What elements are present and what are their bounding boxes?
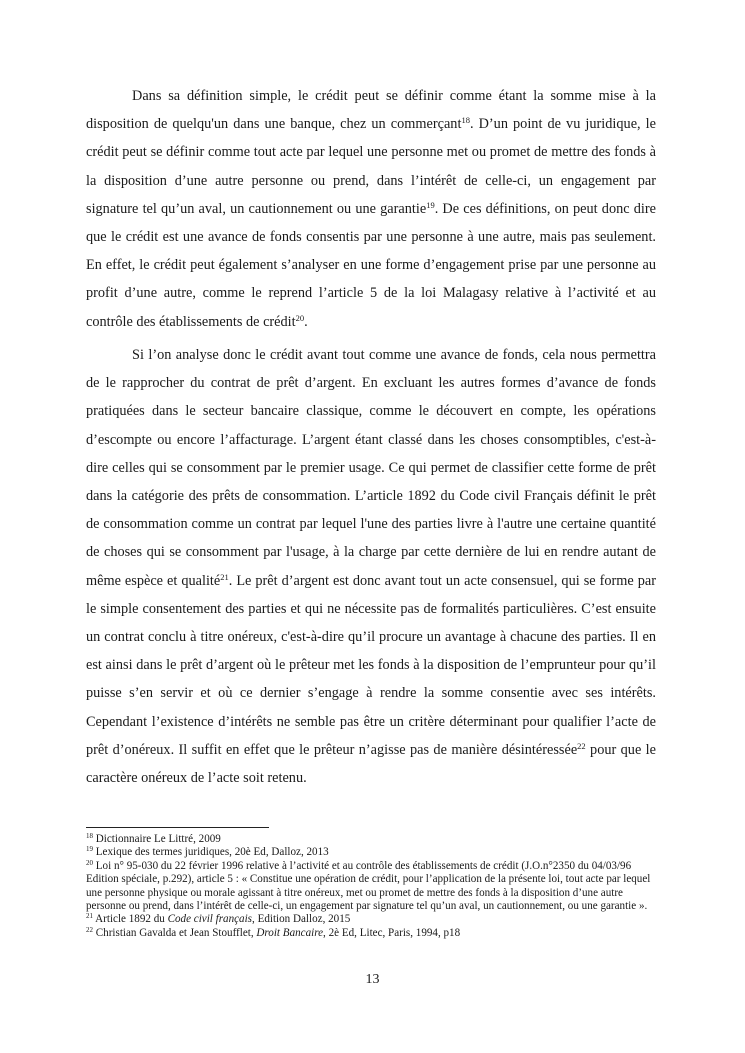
paragraph-text: . De ces définitions, on peut donc dire que le crédit est une avance de fonds consentis par une personne à une autre, mais pas seulement. En effet, le crédit peut également s’analyser en une forme d’engagement prise par une personne au profit d’une autre, comme le reprend l’article 5 de la loi Malagasy relative à l’activité et au contrôle des établissements de crédit xyxy=(86,200,656,330)
paragraph-text: pour que le caractère onéreux de l’acte soit retenu. xyxy=(86,741,656,787)
footnote-text: Christian Gavalda et Jean Stoufflet, xyxy=(93,926,257,939)
footnote-text: Loi n° 95-030 du 22 février 1996 relative à l’activité et au contrôle des établissements de crédit (J.O.n°2350 du 04/03/96 Edition spéciale, p.292), article 5 : « Constitue une opération de crédit, pour l’application de la présente loi, tout acte par lequel une personne physique ou morale agissant à titre onéreux, met ou promet de mettre des fonds à la disposition d’une autre personne ou prend, dans l’intérêt de celle-ci, un engagement par signature tel qu’un aval, un cautionnement, ou une garantie ». xyxy=(86,859,651,913)
footnote-text: Article 1892 du xyxy=(93,913,168,926)
footnote-text: , 2è Ed, Litec, Paris, 1994, p18 xyxy=(323,926,461,939)
footnote-ref-18[interactable]: 18 xyxy=(461,115,470,126)
footnote-title: Droit Bancaire xyxy=(256,926,324,939)
footnote-21 xyxy=(86,913,656,926)
footnote-ref-21[interactable]: 21 xyxy=(220,571,229,582)
footnote-number: 18 xyxy=(86,832,93,840)
paragraph-text: Dans sa définition simple, le crédit peut se définir comme étant la somme mise à la disposition de quelqu'un dans une banque, chez un commerçant xyxy=(86,88,656,133)
paragraph-text: . Le prêt d’argent est donc avant tout un acte consensuel, qui se forme par le simple consentement des parties et qui ne nécessite pas de formalités particulières. C’est ensuite un contrat conclu à titre onéreux, c'est-à-dire qu’il procure un avantage à chacune des parties. Il en est ainsi dans le prêt d’argent où le prêteur met les fonds à la disposition de l’emprunteur pour qu’il puisse s’en servir et où ce dernier s’engage à rendre la somme consentie avec ses intérêts. Cependant l’existence d’intérêts ne semble pas être un critère déterminant pour qualifier l’acte de prêt d’onéreux. Il suffit en effet que le prêteur n’agisse pas de manière désintéressée xyxy=(86,572,656,758)
footnote-ref-19[interactable]: 19 xyxy=(426,199,435,210)
footnote-text: Dictionnaire Le Littré, 2009 xyxy=(93,833,221,845)
footnote-ref-22[interactable]: 22 xyxy=(577,740,586,751)
footnote-separator xyxy=(86,827,269,828)
footnote-text: , Edition Dalloz, 2015 xyxy=(252,913,351,926)
footnote-number: 21 xyxy=(86,912,93,921)
footnote-19 xyxy=(86,846,656,859)
footnote-number: 19 xyxy=(86,845,93,854)
footnote-18 xyxy=(86,833,656,846)
footnote-text: Lexique des termes juridiques, 20è Ed, Dalloz, 2013 xyxy=(93,846,329,859)
body-paragraph-1 xyxy=(86,82,656,336)
footnote-number: 20 xyxy=(86,858,93,867)
paragraph-text: . xyxy=(304,313,308,330)
page-number: 13 xyxy=(365,972,380,987)
footnote-ref-20[interactable]: 20 xyxy=(295,312,305,323)
body-paragraph-2 xyxy=(86,341,656,792)
footnote-number: 22 xyxy=(86,925,93,934)
paragraph-text: Si l’on analyse donc le crédit avant tout comme une avance de fonds, cela nous permettra de le rapprocher du contrat de prêt d’argent. En excluant les autres formes d’avance de fonds pratiquées dans le secteur bancaire classique, comme le découvert en compte, les opérations d’escompte ou encore l’affacturage. L’argent étant classé dans les choses consomptibles, c'est-à-dire celles qui se consomment par le premier usage. Ce qui permet de classifier cette forme de prêt dans la catégorie des prêts de consommation. L’article 1892 du Code civil Français définit le prêt de consommation comme un contrat par lequel l'une des parties livre à l'autre une certaine quantité de choses qui se consomment par l'usage, à la charge par cette dernière de lui en rendre autant de même espèce et qualité xyxy=(86,347,656,589)
paragraph-text: . D’un point de vu juridique, le crédit peut se définir comme tout acte par lequel une personne met ou promet de mettre des fonds à la disposition d’une autre personne ou prend, dans l’intérêt de celle-ci, un engagement par signature tel qu’un aval, un cautionnement ou une garantie xyxy=(86,116,656,217)
footnote-20 xyxy=(86,860,656,914)
footnotes xyxy=(86,833,656,940)
footnote-22 xyxy=(86,927,656,940)
footnote-title: Code civil français xyxy=(167,913,253,926)
